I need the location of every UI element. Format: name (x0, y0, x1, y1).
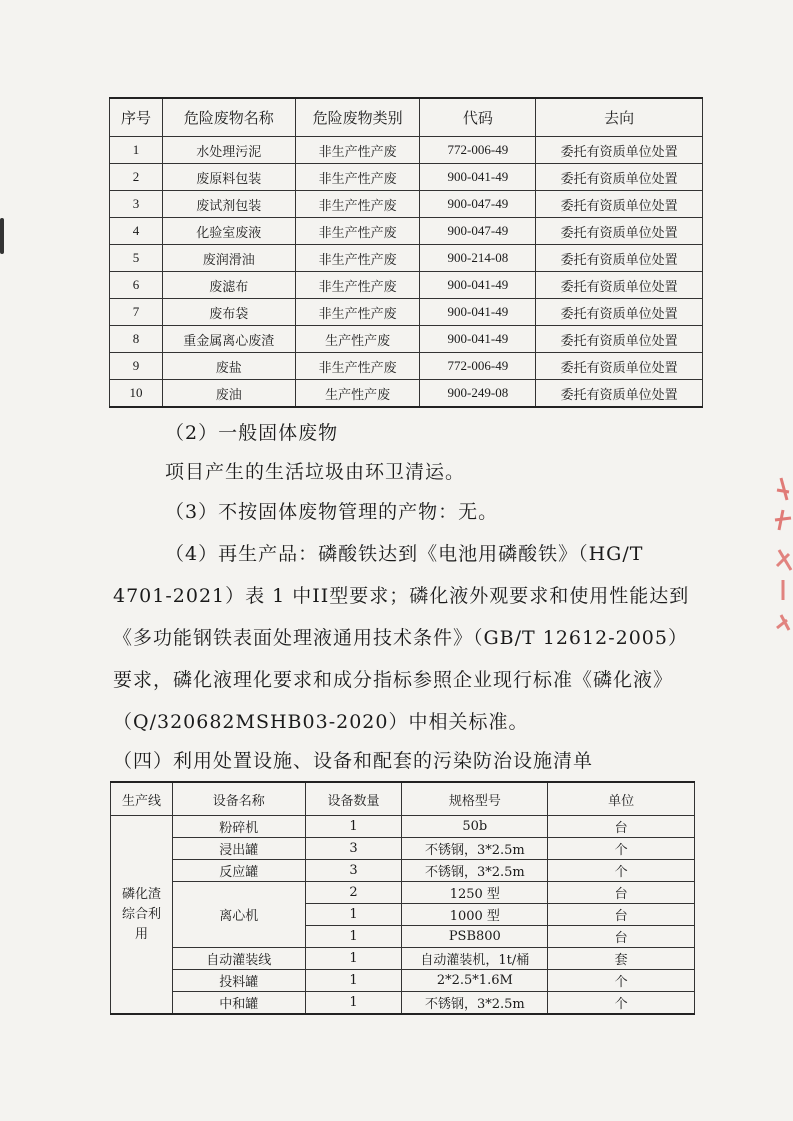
cell-index: 5 (110, 245, 163, 272)
paragraph-non-waste-products: （3）不按固体废物管理的产物：无。 (165, 501, 499, 523)
table-row (110, 245, 703, 272)
cell-unit: 台 (548, 816, 695, 838)
cell-waste-name: 废油 (162, 380, 295, 408)
cell-code: 900-249-08 (420, 380, 536, 408)
cell-code: 900-041-49 (420, 299, 536, 326)
cell-spec-model: 不锈钢，3*2.5m (402, 838, 548, 860)
cell-index: 6 (110, 272, 163, 299)
cell-equipment-name: 投料罐 (172, 970, 305, 992)
table-row (111, 838, 695, 860)
table-header-row (111, 782, 695, 816)
cell-equipment-name: 中和罐 (172, 992, 305, 1015)
cell-unit: 个 (548, 860, 695, 882)
cell-code: 772-006-49 (420, 137, 536, 164)
cell-waste-category: 非生产性产废 (295, 191, 420, 218)
cell-waste-name: 废润滑油 (162, 245, 295, 272)
cell-waste-category: 非生产性产废 (295, 137, 420, 164)
cell-unit: 套 (548, 948, 695, 970)
cell-equipment-name: 反应罐 (172, 860, 305, 882)
cell-destination: 委托有资质单位处置 (536, 299, 703, 326)
cell-equipment-qty: 1 (305, 948, 402, 970)
paragraph-recycled-products-line4: 要求，磷化液理化要求和成分指标参照企业现行标准《磷化液》 (113, 669, 674, 691)
table-row (111, 948, 695, 970)
table-row (110, 164, 703, 191)
cell-equipment-qty: 3 (305, 860, 402, 882)
header-equipment-name: 设备名称 (172, 782, 305, 816)
table-row (110, 380, 703, 408)
cell-waste-category: 非生产性产废 (295, 164, 420, 191)
cell-spec-model: 50b (402, 816, 548, 838)
table-row (111, 816, 695, 838)
table-row (110, 353, 703, 380)
cell-spec-model: 不锈钢，3*2.5m (402, 992, 548, 1015)
binding-mark (0, 218, 4, 254)
cell-code: 900-214-08 (420, 245, 536, 272)
cell-waste-name: 废布袋 (162, 299, 295, 326)
cell-index: 1 (110, 137, 163, 164)
cell-index: 2 (110, 164, 163, 191)
cell-destination: 委托有资质单位处置 (536, 218, 703, 245)
table-row (110, 326, 703, 353)
cell-waste-name: 化验室废液 (162, 218, 295, 245)
cell-index: 8 (110, 326, 163, 353)
cell-unit: 台 (548, 904, 695, 926)
cell-unit: 个 (548, 838, 695, 860)
cell-waste-category: 非生产性产废 (295, 299, 420, 326)
cell-index: 10 (110, 380, 163, 408)
cell-unit: 台 (548, 926, 695, 948)
cell-spec-model: 不锈钢，3*2.5m (402, 860, 548, 882)
header-index: 序号 (110, 98, 163, 137)
cell-destination: 委托有资质单位处置 (536, 380, 703, 408)
table-row (111, 970, 695, 992)
header-code: 代码 (420, 98, 536, 137)
cell-unit: 台 (548, 882, 695, 904)
cell-waste-category: 非生产性产废 (295, 353, 420, 380)
cell-waste-name: 废滤布 (162, 272, 295, 299)
cell-waste-category: 生产性产废 (295, 380, 420, 408)
paragraph-recycled-products-line5: （Q/320682MSHB03-2020）中相关标准。 (113, 711, 529, 733)
cell-destination: 委托有资质单位处置 (536, 245, 703, 272)
cell-equipment-name: 离心机 (172, 882, 305, 948)
cell-spec-model: 自动灌装机，1t/桶 (402, 948, 548, 970)
header-unit: 单位 (548, 782, 695, 816)
section-four-title: （四）利用处置设施、设备和配套的污染防治设施清单 (113, 750, 594, 772)
cell-waste-category: 非生产性产废 (295, 245, 420, 272)
cell-waste-category: 生产性产废 (295, 326, 420, 353)
cell-code: 900-047-49 (420, 191, 536, 218)
table-row (110, 272, 703, 299)
cell-unit: 个 (548, 970, 695, 992)
official-seal-fragment (763, 470, 793, 640)
cell-production-line: 磷化渣综合利用 (111, 816, 173, 1015)
hazardous-waste-table (109, 97, 703, 408)
table-row (110, 191, 703, 218)
cell-destination: 委托有资质单位处置 (536, 137, 703, 164)
header-waste-category: 危险废物类别 (295, 98, 420, 137)
table-row (110, 218, 703, 245)
cell-spec-model: 1250 型 (402, 882, 548, 904)
header-destination: 去向 (536, 98, 703, 137)
cell-waste-name: 废试剂包装 (162, 191, 295, 218)
table-row (111, 882, 695, 904)
cell-index: 3 (110, 191, 163, 218)
cell-waste-name: 重金属离心废渣 (162, 326, 295, 353)
cell-equipment-name: 粉碎机 (172, 816, 305, 838)
table-row (110, 299, 703, 326)
cell-waste-name: 水处理污泥 (162, 137, 295, 164)
cell-spec-model: 2*2.5*1.6M (402, 970, 548, 992)
header-equipment-qty: 设备数量 (305, 782, 402, 816)
cell-waste-name: 废原料包装 (162, 164, 295, 191)
cell-equipment-qty: 1 (305, 926, 402, 948)
header-spec-model: 规格型号 (402, 782, 548, 816)
cell-destination: 委托有资质单位处置 (536, 326, 703, 353)
table-row (110, 137, 703, 164)
cell-waste-category: 非生产性产废 (295, 218, 420, 245)
cell-destination: 委托有资质单位处置 (536, 191, 703, 218)
cell-waste-category: 非生产性产废 (295, 272, 420, 299)
paragraph-recycled-products-line1: （4）再生产品：磷酸铁达到《电池用磷酸铁》（HG/T (165, 543, 644, 565)
cell-waste-name: 废盐 (162, 353, 295, 380)
cell-code: 900-041-49 (420, 326, 536, 353)
cell-equipment-qty: 1 (305, 816, 402, 838)
cell-equipment-name: 浸出罐 (172, 838, 305, 860)
table-row (111, 860, 695, 882)
equipment-table (110, 781, 695, 1015)
paragraph-general-waste-heading: （2）一般固体废物 (165, 422, 339, 444)
cell-equipment-qty: 1 (305, 904, 402, 926)
cell-index: 9 (110, 353, 163, 380)
cell-equipment-qty: 1 (305, 992, 402, 1015)
cell-code: 772-006-49 (420, 353, 536, 380)
paragraph-household-waste: 项目产生的生活垃圾由环卫清运。 (165, 461, 466, 483)
table-row (111, 992, 695, 1015)
cell-destination: 委托有资质单位处置 (536, 272, 703, 299)
cell-index: 7 (110, 299, 163, 326)
cell-equipment-qty: 1 (305, 970, 402, 992)
cell-equipment-qty: 2 (305, 882, 402, 904)
cell-destination: 委托有资质单位处置 (536, 353, 703, 380)
paragraph-recycled-products-line3: 《多功能钢铁表面处理液通用技术条件》（GB/T 12612-2005） (113, 627, 688, 649)
cell-index: 4 (110, 218, 163, 245)
header-waste-name: 危险废物名称 (162, 98, 295, 137)
cell-equipment-name: 自动灌装线 (172, 948, 305, 970)
cell-code: 900-041-49 (420, 272, 536, 299)
cell-destination: 委托有资质单位处置 (536, 164, 703, 191)
cell-spec-model: PSB800 (402, 926, 548, 948)
cell-code: 900-047-49 (420, 218, 536, 245)
cell-unit: 个 (548, 992, 695, 1015)
table-header-row (110, 98, 703, 137)
cell-code: 900-041-49 (420, 164, 536, 191)
cell-spec-model: 1000 型 (402, 904, 548, 926)
cell-equipment-qty: 3 (305, 838, 402, 860)
header-production-line: 生产线 (111, 782, 173, 816)
paragraph-recycled-products-line2: 4701-2021）表 1 中II型要求；磷化液外观要求和使用性能达到 (113, 585, 690, 607)
